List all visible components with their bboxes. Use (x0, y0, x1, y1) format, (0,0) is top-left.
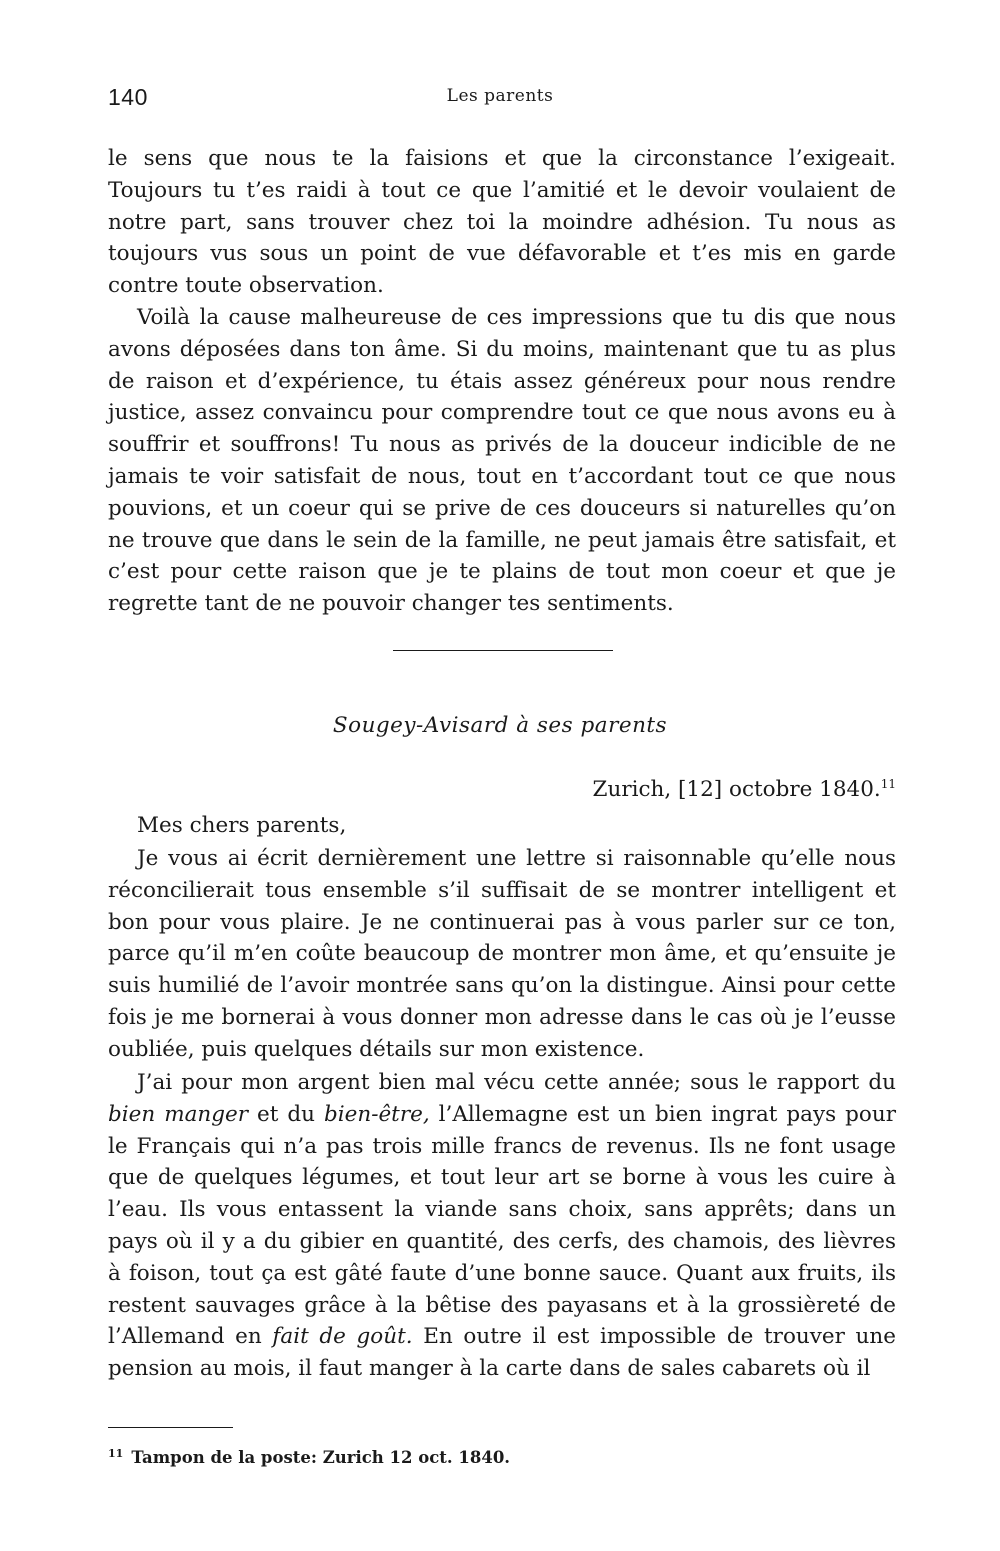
emphasis: fait de goût. (272, 1324, 413, 1350)
footnote-text: Tampon de la poste: Zurich 12 oct. 1840. (131, 1448, 511, 1467)
footnote-mark: 11 (108, 1446, 124, 1460)
letter-dateline (593, 777, 896, 802)
section-separator (393, 650, 613, 651)
footnote-reference: 11 (880, 776, 896, 791)
letter-salutation: Mes chers parents, (137, 813, 347, 838)
running-head: Les parents (446, 86, 554, 106)
emphasis: bien manger (108, 1101, 249, 1127)
letter-title: Sougey-Avisard à ses parents (332, 713, 668, 738)
page-number: 140 (108, 84, 148, 110)
text-run: l’Allemagne est un bien ingrat pays pour le Français qui n’a pas trois mille francs de revenus. Ils ne font usage que de quelques légumes, et tout leur art se borne à vous les cuire à l’eau. Ils vous entassent la viande sans choix, sans apprêts; dans un pays où il y a du gibier en quantité, des cerfs, des chamois, des lièvres à foison, tout ça est gâté faute d’une bonne sauce. Quant aux fruits, ils restent sauvages grâce à la bêtise des payasans et à la grossièreté de l’Allemand en (108, 1101, 896, 1350)
footnote (108, 1448, 510, 1467)
paragraph: Voilà la cause malheureuse de ces impressions que tu dis que nous avons déposées dans ton âme. Si du moins, maintenant que tu as plus de raison et d’expérience, tu étais assez généreux pour nous rendre justice, assez convaincu pour comprendre tout ce que nous avons eu à souffrir et souffrons! Tu nous as privés de la douceur indicible de ne jamais te voir satisfait de nous, tout en t’accordant tout ce que nous pouvions, et un coeur qui se prive de ces douceurs si naturelles qu’on ne trouve que dans le sein de la famille, ne peut jamais être satisfait, et c’est pour cette raison que je te plains de tout mon coeur et que je regrette tant de ne pouvoir changer tes sentiments. (108, 304, 896, 617)
text-block-top (108, 143, 896, 620)
paragraph (108, 1067, 896, 1385)
text-run: En outre il est impossible de trouver une pension au mois, il faut manger à la carte dans de sales cabarets où il (108, 1324, 896, 1382)
paragraph: le sens que nous te la faisions et que la circonstance l’exigeait. Toujours tu t’es raidi à tout ce que l’amitié et le devoir voulaient de notre part, sans trouver chez toi la moindre adhésion. Tu nous as toujours vus sous un point de vue défavorable et t’es mis en garde contre toute observation. (108, 146, 896, 299)
dateline-text: Zurich, [12] octobre 1840. (592, 777, 881, 802)
letter-body-first (108, 843, 896, 1066)
letter-body-second (108, 1067, 896, 1385)
text-run: et du (248, 1101, 324, 1127)
footnote-rule (108, 1427, 233, 1428)
text-run: J’ai pour mon argent bien mal vécu cette année; sous le rapport du (137, 1070, 896, 1095)
emphasis: bien-être, (323, 1101, 430, 1127)
paragraph: Je vous ai écrit dernièrement une lettre si raisonnable qu’elle nous réconcilierait tous ensemble s’il suffisait de se montrer intelligent et bon pour vous plaire. Je ne continuerai pas à vous parler sur ce ton, parce qu’il m’en coûte beaucoup de montrer mon âme, et qu’ensuite je suis humilié de l’avoir montrée sans qu’on la distingue. Ainsi pour cette fois je me bornerai à vous donner mon adresse dans le cas où je l’eusse oubliée, puis quelques détails sur mon existence. (108, 846, 896, 1062)
